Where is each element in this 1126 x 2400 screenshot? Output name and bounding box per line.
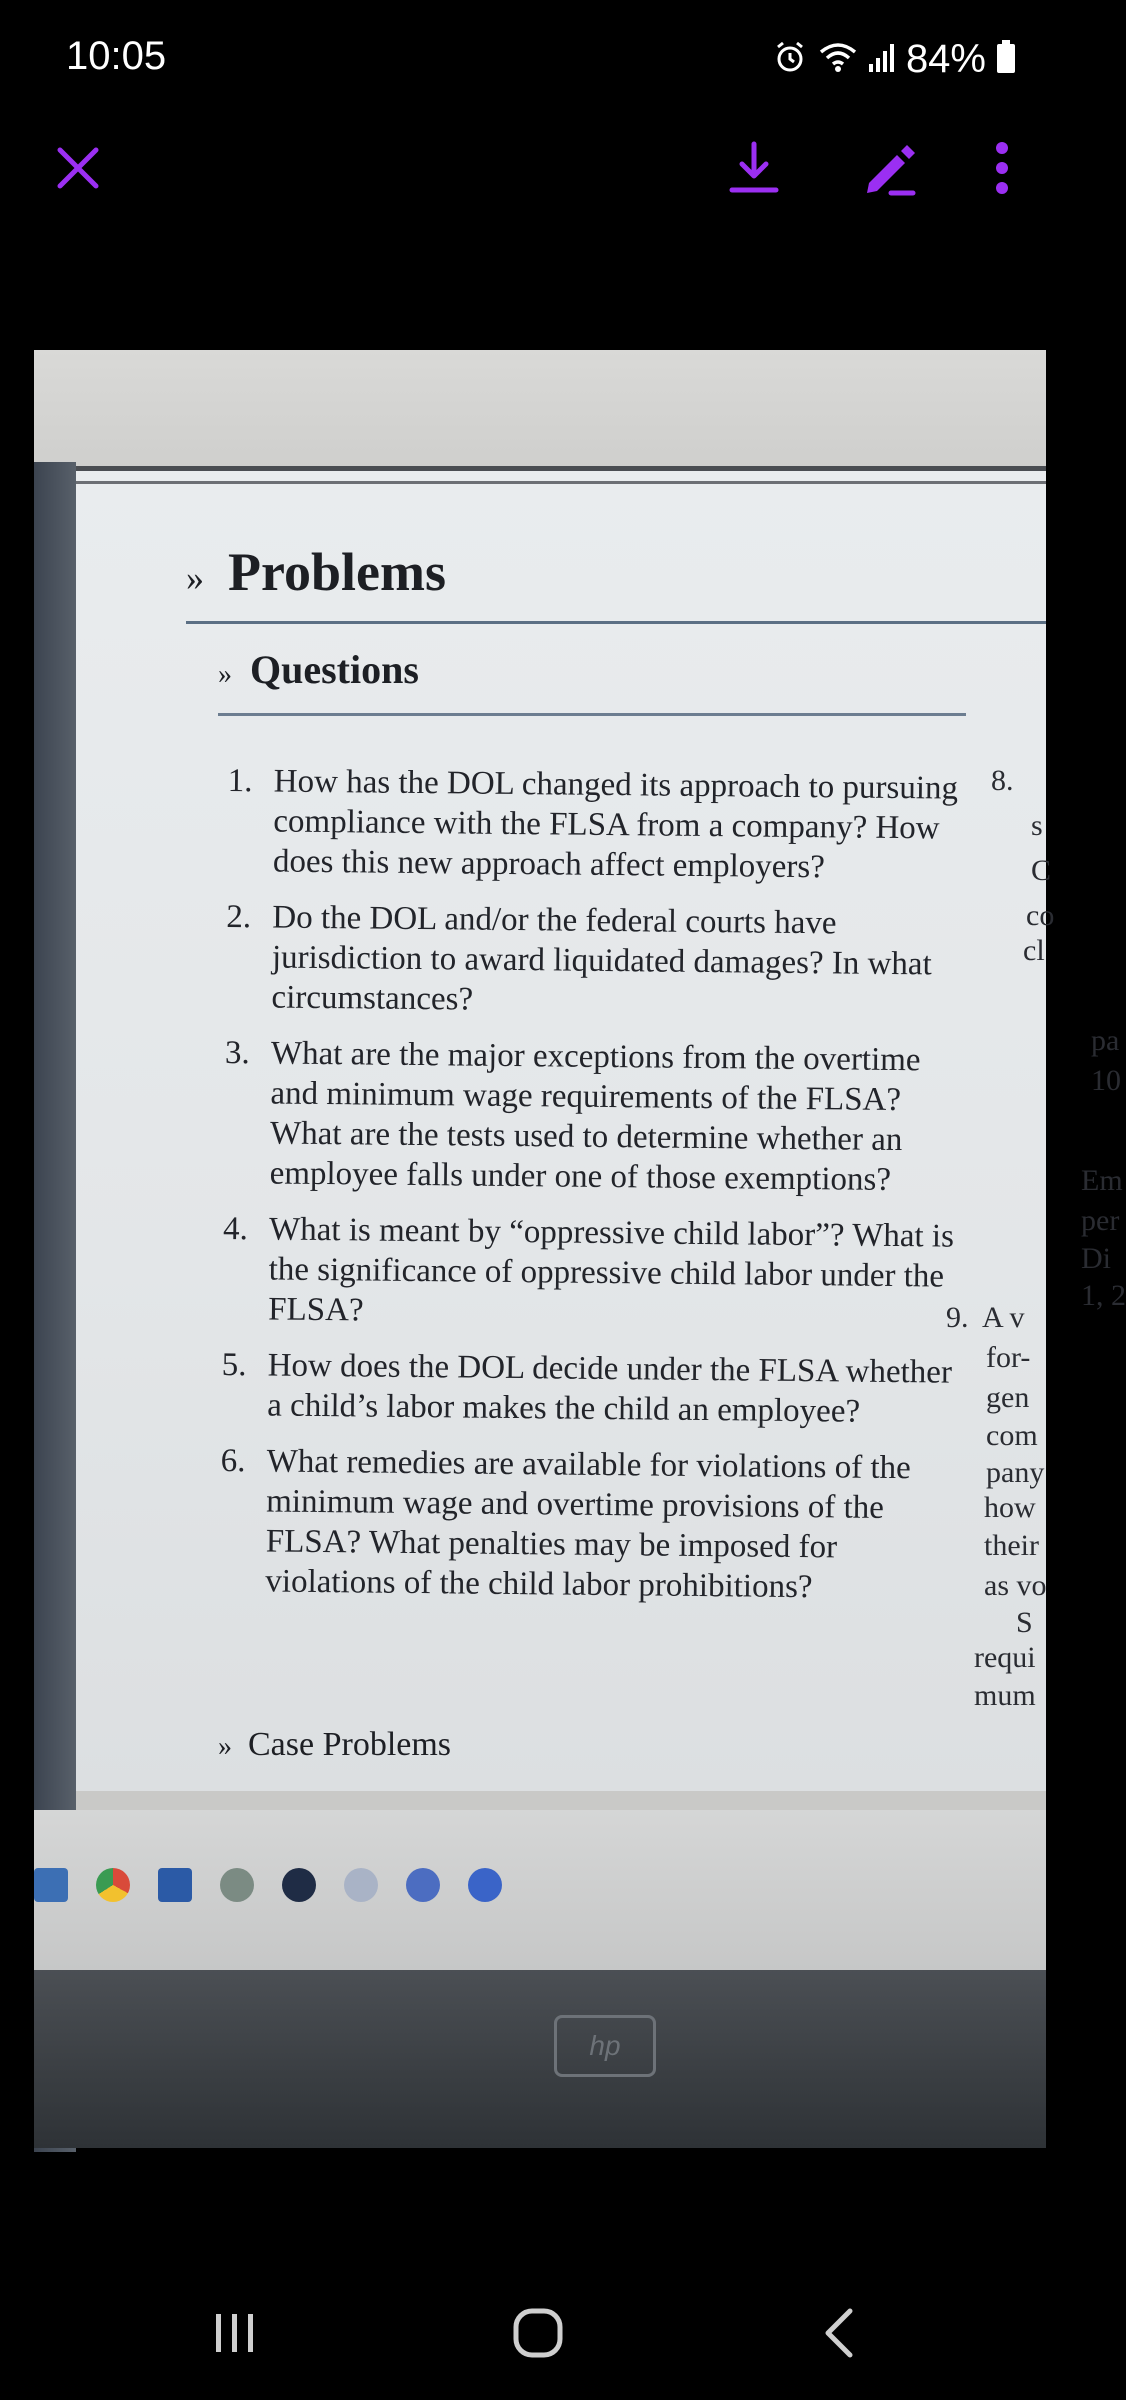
monitor-bottom-bezel xyxy=(34,1970,1046,2148)
section-title-text: Problems xyxy=(228,542,446,602)
text-fragment: C xyxy=(1031,854,1052,887)
question-item xyxy=(223,1033,965,1201)
question-text: Do the DOL and/or the federal courts have jurisdiction to award liquidated damages? In what circumstances? xyxy=(271,899,932,1018)
text-fragment: gen xyxy=(986,1381,1030,1414)
subsection-rule xyxy=(218,713,966,716)
back-button[interactable] xyxy=(795,2290,885,2380)
signal-icon xyxy=(868,42,896,77)
battery-icon xyxy=(996,40,1016,79)
text-fragment: A v xyxy=(982,1301,1025,1334)
question-text: What remedies are available for violations of the minimum wage and overtime provisions of the FLSA? What penalties may be imposed for violations of the child labor prohibitions? xyxy=(265,1443,911,1606)
recents-button[interactable] xyxy=(190,2290,280,2380)
text-fragment: co xyxy=(1026,899,1055,932)
textbook-page xyxy=(76,466,1126,1791)
app-icon xyxy=(468,1868,502,1902)
question-number: 9. xyxy=(946,1301,969,1334)
chevron-mark: » xyxy=(218,659,232,690)
text-fragment: how xyxy=(984,1491,1036,1524)
chevron-mark: » xyxy=(186,558,204,598)
question-item xyxy=(222,1209,963,1337)
question-item xyxy=(225,897,966,1025)
subsection-title-text: Questions xyxy=(250,647,419,692)
page-top-rule xyxy=(76,481,1046,484)
question-item xyxy=(227,761,968,889)
chrome-icon xyxy=(96,1868,130,1902)
case-problems-text: Case Problems xyxy=(248,1726,452,1763)
question-number: 8. xyxy=(991,764,1014,797)
text-fragment: for- xyxy=(986,1341,1031,1374)
navigation-bar xyxy=(0,2270,1080,2400)
case-problems-heading xyxy=(218,1726,451,1764)
more-options-button[interactable] xyxy=(970,138,1034,202)
monitor-taskbar xyxy=(34,1810,1046,1970)
text-fragment: cl xyxy=(1023,934,1045,967)
question-item xyxy=(219,1441,961,1609)
text-fragment: per xyxy=(1081,1204,1120,1237)
text-fragment: pany xyxy=(986,1456,1045,1489)
battery-percent: 84% xyxy=(905,36,986,81)
steam-app-icon xyxy=(282,1868,316,1902)
text-fragment: com xyxy=(986,1419,1038,1452)
mail-app-icon xyxy=(34,1868,68,1902)
xbox-app-icon xyxy=(220,1868,254,1902)
pencil-icon xyxy=(861,139,919,202)
question-item xyxy=(221,1345,962,1433)
photo-viewer-image[interactable] xyxy=(34,350,1126,2148)
app-icon xyxy=(344,1868,378,1902)
home-icon xyxy=(512,2307,564,2364)
app-icon xyxy=(406,1868,440,1902)
edit-button[interactable] xyxy=(858,138,922,202)
section-rule xyxy=(186,621,1046,624)
more-vertical-icon xyxy=(992,140,1012,201)
question-number: 4. xyxy=(222,1210,249,1248)
close-icon xyxy=(56,146,100,195)
text-fragment: mum xyxy=(974,1679,1036,1712)
text-fragment: pa xyxy=(1091,1024,1120,1057)
question-number: 5. xyxy=(221,1346,247,1384)
question-number: 2. xyxy=(226,898,252,936)
download-icon xyxy=(726,140,782,201)
status-icons xyxy=(772,34,1016,84)
alarm-icon xyxy=(772,39,808,80)
right-column-lower xyxy=(946,1301,1046,1721)
text-fragment: Em xyxy=(1081,1164,1123,1197)
questions-list xyxy=(219,761,968,1625)
section-title xyxy=(186,541,446,603)
text-fragment: 1, 2 xyxy=(1081,1279,1126,1312)
text-fragment: requi xyxy=(974,1641,1036,1674)
back-icon xyxy=(820,2307,860,2364)
recents-icon xyxy=(210,2310,260,2361)
app-toolbar xyxy=(0,120,1080,220)
question-number: 1. xyxy=(227,762,253,800)
question-text: How does the DOL decide under the FLSA whether a child’s labor makes the child an employee? xyxy=(267,1347,953,1430)
taskbar-icons xyxy=(34,1868,502,1902)
question-text: How has the DOL changed its approach to pursuing compliance with the FLSA from a company? How does this new approach affect employers? xyxy=(272,763,959,886)
question-number: 6. xyxy=(220,1442,246,1480)
question-number: 3. xyxy=(224,1034,250,1072)
chevron-mark: » xyxy=(218,1731,232,1762)
close-button[interactable] xyxy=(46,138,110,202)
store-app-icon xyxy=(158,1868,192,1902)
text-fragment: 10 xyxy=(1091,1064,1121,1097)
text-fragment: their xyxy=(984,1529,1039,1562)
question-text: What is meant by “oppressive child labor”? What is the significance of oppressive child labor under the FLSA? xyxy=(268,1211,955,1329)
photo-top-bezel xyxy=(34,350,1046,468)
status-bar xyxy=(0,0,1080,120)
text-fragment: S xyxy=(1016,1606,1033,1639)
text-fragment: as vo xyxy=(984,1569,1047,1602)
wifi-icon xyxy=(818,40,858,79)
download-button[interactable] xyxy=(722,138,786,202)
subsection-title xyxy=(218,646,419,693)
text-fragment: s xyxy=(1031,809,1043,842)
text-fragment: Di xyxy=(1081,1242,1111,1275)
status-time: 10:05 xyxy=(66,34,167,78)
home-button[interactable] xyxy=(493,2290,583,2380)
question-text: What are the major exceptions from the overtime and minimum wage requirements of the FLSA? What are the tests used to determine whether an employee falls under one of those exemptions? xyxy=(269,1035,921,1198)
monitor-brand-logo: hp xyxy=(554,2015,656,2077)
